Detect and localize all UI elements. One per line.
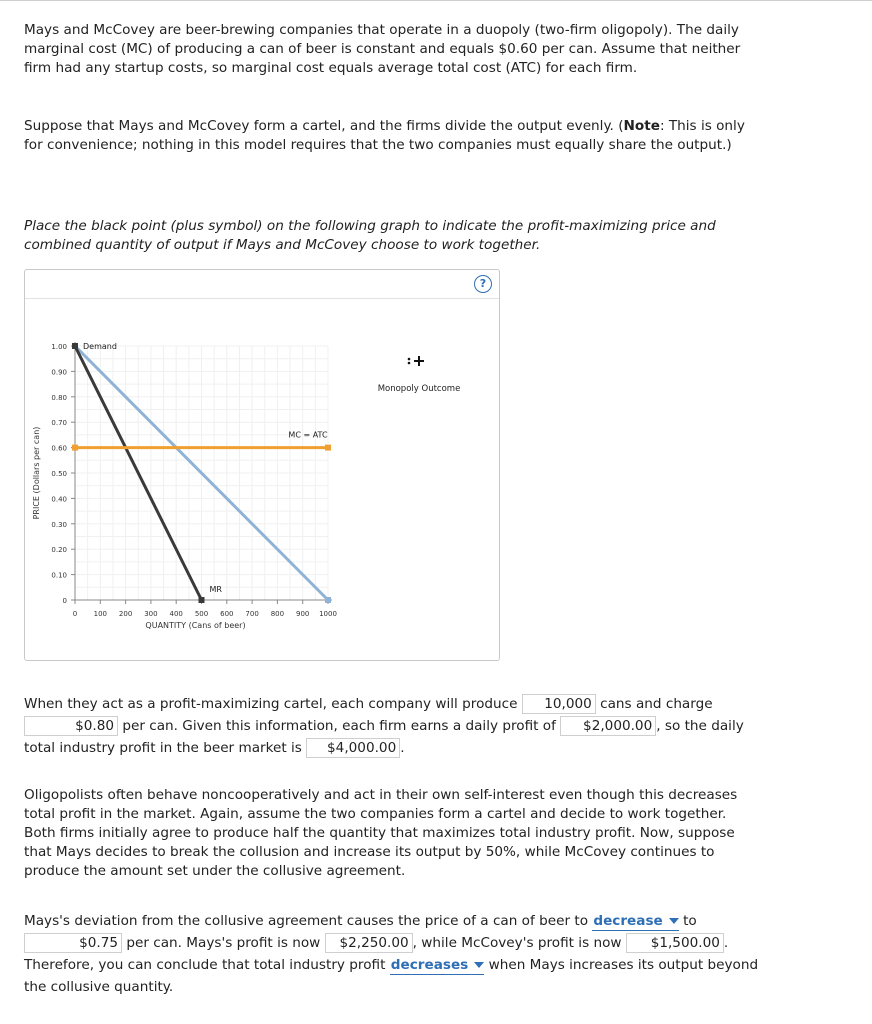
price-quantity-chart[interactable] [25, 270, 499, 660]
y-tick-label: 0.10 [51, 571, 67, 580]
y-tick-label: 0.20 [51, 546, 67, 555]
x-tick-label: 200 [118, 610, 133, 618]
firm-profit-field[interactable]: $2,000.00 [560, 716, 656, 736]
mr-label: MR [209, 585, 222, 594]
y-tick-label: 0.50 [51, 470, 67, 478]
x-tick-label: 800 [270, 610, 285, 618]
deviation-text-1: Mays's deviation from the collusive agreement causes the price of a can of beer to [24, 913, 589, 929]
deviation-text-6: when Mays increases its output beyond the collusive quantity. [24, 957, 759, 995]
plus-marker-icon [408, 362, 411, 365]
profit-direction-value: decreases [390, 957, 469, 973]
cartel-text-2: cans and charge [600, 696, 713, 712]
intro-paragraph: Mays and McCovey are beer-brewing companies that operate in a duopoly (two-firm oligopoly). The daily marginal cost (MC) of producing a can of beer is constant and equals $0.60 per can. Assume that neither firm had any startup costs, so marginal cost equals average total cost (ATC) for each firm. [24, 22, 741, 76]
chevron-down-icon [474, 962, 484, 968]
plus-marker-icon [408, 358, 411, 361]
y-axis-label: PRICE (Dollars per can) [32, 426, 41, 520]
cartel-text-4: , so the daily total industry profit in the beer market is [24, 718, 744, 756]
note-label: Note [623, 118, 660, 134]
demand-endpoint [325, 597, 331, 603]
y-tick-label: 0.80 [51, 393, 67, 402]
x-tick-label: 900 [296, 610, 310, 618]
mc-atc-endpoint [72, 445, 78, 451]
x-tick-label: 400 [169, 610, 183, 618]
price-direction-dropdown[interactable] [592, 912, 678, 931]
top-divider [0, 0, 872, 1]
cartel-text-3: per can. Given this information, each firm earns a daily profit of [122, 718, 556, 734]
deviation-answers [24, 910, 764, 998]
y-tick-label: 0.30 [51, 520, 67, 529]
x-tick-label: 500 [194, 610, 209, 618]
mc-atc-label: MC = ATC [288, 430, 328, 440]
x-tick-label: 100 [93, 610, 107, 618]
mr-endpoint [72, 343, 78, 349]
x-tick-label: 1000 [319, 610, 337, 618]
profit-direction-dropdown[interactable] [390, 956, 485, 975]
y-tick-label: 0.70 [51, 419, 67, 428]
y-tick-label: 1.00 [51, 343, 67, 351]
mccovey-profit-field[interactable]: $1,500.00 [626, 933, 724, 953]
deviation-text-4: , while McCovey's profit is now [412, 935, 622, 951]
cartel-text-1: When they act as a profit-maximizing cartel, each company will produce [24, 696, 518, 712]
cartel-text-b: : This is only for convenience; nothing in this model requires that the two companies must equally share the output.) [24, 118, 745, 153]
y-tick-label: 0.40 [51, 495, 67, 504]
cartel-text-5: . [400, 740, 405, 756]
mays-profit-field[interactable]: $2,250.00 [325, 933, 413, 953]
deviation-text-5: . Therefore, you can conclude that total industry profit [24, 935, 729, 973]
new-price-field[interactable]: $0.75 [24, 933, 122, 953]
monopoly-outcome-label[interactable]: Monopoly Outcome [377, 384, 461, 394]
mc-atc-endpoint [325, 445, 331, 451]
cartel-text-a: Suppose that Mays and McCovey form a cartel, and the firms divide the output evenly. ( [24, 118, 624, 134]
noncooperative-paragraph: Oligopolists often behave noncooperatively and act in their own self-interest even though this decreases total profit in the market. Again, assume the two companies form a cartel and decide to work together. Both firms initially agree to produce half the quantity that maximizes total industry profit. Now, suppose that Mays decides to break the collusion and increase its output by 50%, while McCovey continues to produce the amount set under the collusive agreement. [24, 787, 738, 879]
x-tick-label: 700 [245, 610, 259, 618]
y-tick-label: 0.90 [51, 368, 67, 377]
quantity-per-firm-field[interactable]: 10,000 [522, 694, 596, 714]
cartel-price-field[interactable]: $0.80 [24, 716, 118, 736]
price-direction-value: decrease [593, 913, 663, 929]
help-icon[interactable]: ? [474, 275, 492, 293]
x-tick-label: 300 [144, 610, 158, 618]
x-tick-label: 0 [72, 610, 78, 618]
deviation-text-2: to [683, 913, 697, 929]
industry-profit-field[interactable]: $4,000.00 [306, 738, 400, 758]
x-tick-label: 600 [220, 610, 234, 618]
y-tick-label: 0.60 [51, 444, 67, 453]
cartel-answers [24, 693, 764, 759]
chevron-down-icon [669, 918, 679, 924]
graph-instructions: Place the black point (plus symbol) on the following graph to indicate the profit-maximizing price and combined quantity of output if Mays and McCovey choose to work together. [24, 218, 716, 253]
y-tick-label: 0 [62, 597, 67, 605]
mr-endpoint [199, 597, 205, 603]
demand-label: Demand [83, 342, 117, 351]
graph-panel [24, 269, 500, 661]
x-axis-label: QUANTITY (Cans of beer) [145, 621, 246, 630]
deviation-text-3: per can. Mays's profit is now [126, 935, 321, 951]
cartel-paragraph [24, 117, 754, 155]
